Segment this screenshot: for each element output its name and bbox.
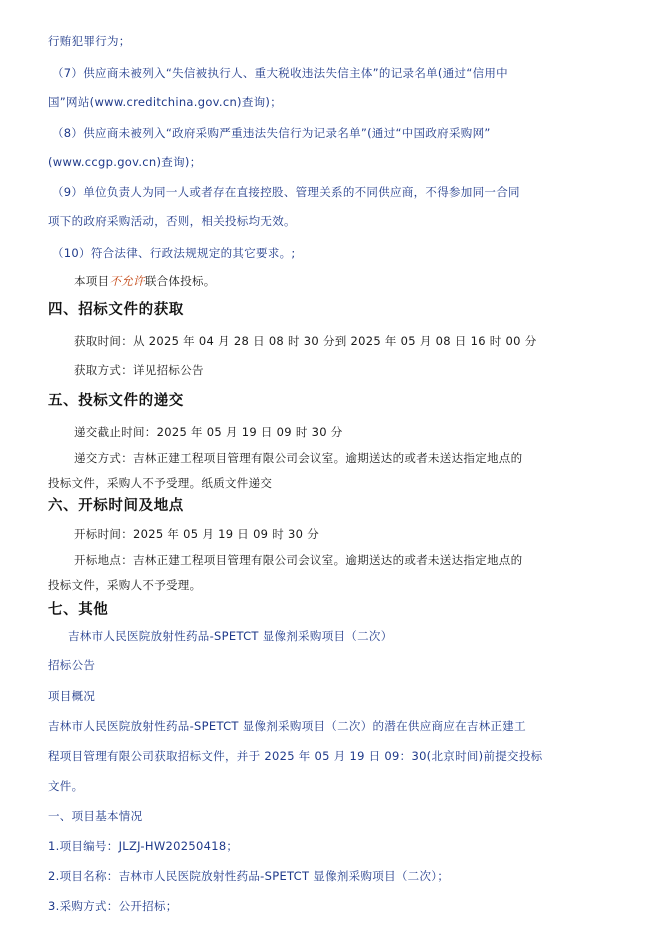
text-line: 递交方式：吉林正建工程项目管理有限公司会议室。逾期送达的或者未送达指定地点的 xyxy=(74,451,523,465)
text-line: 3.采购方式：公开招标； xyxy=(48,899,178,913)
text-line: 开标时间：2025 年 05 月 19 日 09 时 30 分 xyxy=(74,527,319,541)
text-line: （9）单位负责人为同一人或者存在直接控股、管理关系的不同供应商，不得参加同一合同 xyxy=(52,185,520,199)
text-line: （7）供应商未被列入“失信被执行人、重大税收违法失信主体”的记录名单(通过“信用中 xyxy=(52,66,508,80)
text-line: 开标地点：吉林正建工程项目管理有限公司会议室。逾期送达的或者未送达指定地点的 xyxy=(74,553,523,567)
consortium-suffix: 联合体投标。 xyxy=(144,274,216,288)
text-line: 获取方式：详见招标公告 xyxy=(74,363,204,377)
text-line: （8）供应商未被列入“政府采购严重违法失信行为记录名单”(通过“中国政府采购网” xyxy=(52,126,491,140)
text-line: 项目概况 xyxy=(48,689,96,703)
text-line: 2.项目名称：吉林市人民医院放射性药品-SPETCT 显像剂采购项目（二次）； xyxy=(48,869,450,883)
section-heading-7: 七、其他 xyxy=(48,602,109,618)
section-heading-5: 五、投标文件的递交 xyxy=(48,393,184,409)
text-line: 吉林市人民医院放射性药品-SPETCT 显像剂采购项目（二次）的潜在供应商应在吉林正建工 xyxy=(48,719,526,733)
text-line: 招标公告 xyxy=(48,658,96,672)
text-line: 程项目管理有限公司获取招标文件，并于 2025 年 05 月 19 日 09：30(北京时间)前提交投标 xyxy=(48,749,543,763)
text-line: 文件。 xyxy=(48,779,84,793)
text-line: 项下的政府采购活动，否则，相关投标均无效。 xyxy=(48,214,296,228)
section-heading-4: 四、招标文件的获取 xyxy=(48,302,184,318)
text-line: 吉林市人民医院放射性药品-SPETCT 显像剂采购项目（二次） xyxy=(68,629,393,643)
consortium-option: 不允许 xyxy=(109,274,145,288)
text-line: 投标文件，采购人不予受理。 xyxy=(48,578,202,592)
text-line: (www.ccgp.gov.cn)查询)； xyxy=(48,155,202,169)
text-line: 一、项目基本情况 xyxy=(48,809,143,823)
text-line: 1.项目编号：JLZJ-HW20250418； xyxy=(48,839,239,853)
text-line: 国”网站(www.creditchina.gov.cn)查询)； xyxy=(48,95,283,109)
consortium-statement xyxy=(74,273,216,289)
text-line: 行贿犯罪行为； xyxy=(48,34,131,48)
text-line: （10）符合法律、行政法规规定的其它要求。; xyxy=(52,246,296,260)
text-line: 投标文件，采购人不予受理。纸质文件递交 xyxy=(48,476,273,490)
text-line: 递交截止时间：2025 年 05 月 19 日 09 时 30 分 xyxy=(74,425,343,439)
consortium-prefix: 本项目 xyxy=(74,274,110,288)
text-line: 获取时间：从 2025 年 04 月 28 日 08 时 30 分到 2025 年 05 月 08 日 16 时 00 分 xyxy=(74,334,537,348)
section-heading-6: 六、开标时间及地点 xyxy=(48,498,184,514)
